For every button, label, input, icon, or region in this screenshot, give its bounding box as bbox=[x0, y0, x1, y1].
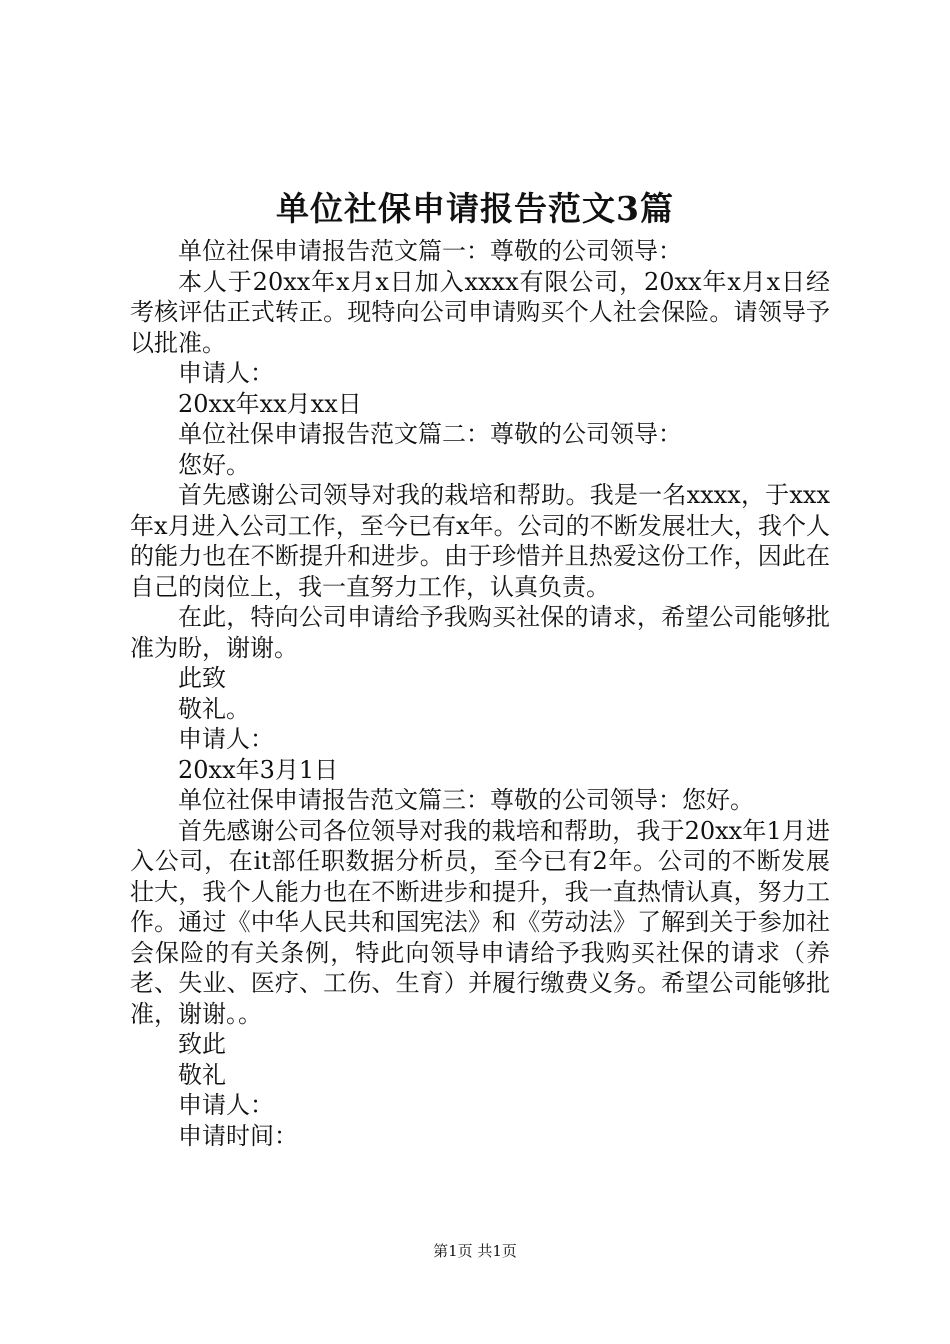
date-line: 20xx年3月1日 bbox=[178, 755, 339, 784]
applicant-label: 申请人： bbox=[178, 359, 274, 387]
section-two-paragraph: 首先感谢公司领导对我的栽培和帮助。我是一名xxxx，于xxx年x月进入公司工作，至今已有x年。公司的不断发展壮大，我个人的能力也在不断提升和进步。由于珍惜并且热爱这份工作，因此在自己的岗位上，我一直努力工作，认真负责。 bbox=[130, 481, 830, 601]
section-two-heading: 单位社保申请报告范文篇二：尊敬的公司领导： bbox=[178, 420, 682, 448]
closing-line: 致此 bbox=[178, 1030, 226, 1058]
application-time-label: 申请时间： bbox=[178, 1121, 298, 1150]
applicant-label: 申请人： bbox=[178, 725, 274, 753]
section-one-heading: 单位社保申请报告范文篇一：尊敬的公司领导： bbox=[178, 237, 682, 265]
greeting: 您好。 bbox=[178, 450, 250, 479]
salutation-line: 敬礼 bbox=[178, 1060, 226, 1089]
section-one-paragraph: 本人于20xx年x月x日加入xxxx有限公司，20xx年x月x日经考核评估正式转正。现特向公司申请购买个人社会保险。请领导予以批准。 bbox=[130, 267, 830, 357]
section-three-paragraph: 首先感谢公司各位领导对我的栽培和帮助，我于20xx年1月进入公司，在it部任职数据分析员，至今已有2年。公司的不断发展壮大，我个人能力也在不断进步和提升，我一直热情认真，努力工作。通过《中华人民共和国宪法》和《劳动法》了解到关于参加社会保险的有关条例，特此向领导申请给予我购买社保的请求（养老、失业、医疗、工伤、生育）并履行缴费义务。希望公司能够批准，谢谢。。 bbox=[130, 816, 830, 1028]
document-body bbox=[130, 236, 830, 1151]
page-number-footer: 第1页 共1页 bbox=[433, 1242, 517, 1260]
closing-line: 此致 bbox=[178, 664, 226, 692]
salutation-line: 敬礼。 bbox=[178, 694, 250, 723]
section-three-heading: 单位社保申请报告范文篇三：尊敬的公司领导：您好。 bbox=[178, 786, 754, 814]
date-line: 20xx年xx月xx日 bbox=[178, 389, 362, 418]
applicant-label: 申请人： bbox=[178, 1091, 274, 1119]
request-paragraph: 在此，特向公司申请给予我购买社保的请求，希望公司能够批准为盼，谢谢。 bbox=[130, 603, 830, 662]
document-title: 单位社保申请报告范文3篇 bbox=[276, 189, 674, 228]
